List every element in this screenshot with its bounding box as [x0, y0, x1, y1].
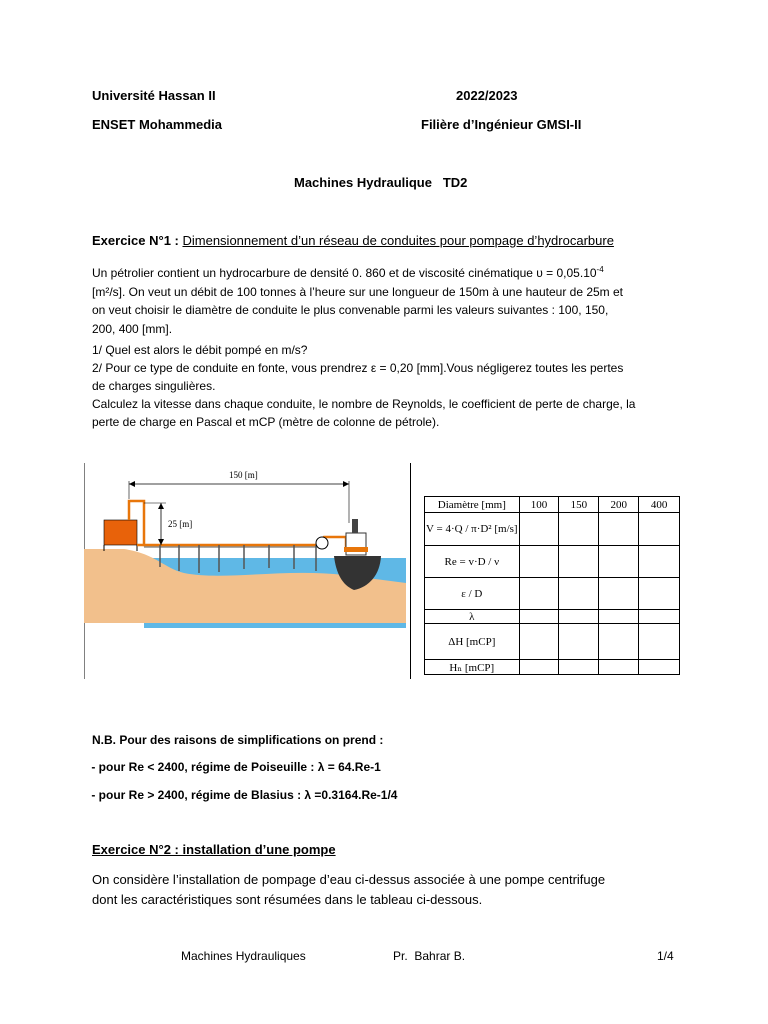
- note-blasius: - pour Re > 2400, régime de Blasius : λ =0.3164.Re-1/4: [88, 788, 398, 802]
- row-label-lambda: λ: [425, 610, 520, 624]
- program-name: Filière d’Ingénieur GMSI-II: [421, 117, 582, 132]
- table-header-row: [425, 497, 680, 513]
- pump-icon: [316, 537, 328, 549]
- question-2-line-4: perte de charge en Pascal et mCP (mètre de colonne de pétrole).: [92, 415, 440, 429]
- page-title: Machines Hydraulique TD2: [294, 175, 468, 190]
- viscosity-exponent: -4: [596, 265, 604, 274]
- pipeline-schematic: [84, 463, 406, 679]
- header-d400: 400: [639, 497, 680, 513]
- height-label: 25 [m]: [168, 519, 193, 529]
- table-row: [425, 624, 680, 660]
- exercise2-statement: [92, 870, 605, 910]
- academic-year: 2022/2023: [456, 88, 518, 103]
- footer-course: Machines Hydrauliques: [181, 949, 306, 963]
- statement-line-2: [m²/s]. On veut un débit de 100 tonnes à l’heure sur une longueur de 150m à une hauteur de 25m et: [92, 284, 624, 299]
- question-2-line-3: Calculez la vitesse dans chaque conduite, le nombre de Reynolds, le coefficient de perte de charge, la: [92, 397, 636, 411]
- table-row: [425, 546, 680, 578]
- exercise1-statement: [92, 261, 623, 338]
- note-poiseuille: - pour Re < 2400, régime de Poiseuille : λ = 64.Re-1: [88, 760, 381, 774]
- oil-tank: [104, 520, 137, 545]
- exercise1-questions: [92, 341, 635, 431]
- statement-line-4: 200, 400 [mm].: [92, 321, 173, 336]
- table-row: [425, 578, 680, 610]
- statement-line-1: Un pétrolier contient un hydrocarbure de densité 0. 860 et de viscosité cinématique υ = 0,05.10: [92, 266, 597, 280]
- length-label: 150 [m]: [229, 470, 258, 480]
- exercise1-label: Exercice N°1 :: [92, 233, 183, 248]
- exercise1-title: Dimensionnement d’un réseau de conduites pour pompage d’hydrocarbure: [182, 233, 614, 248]
- question-2-line-2: de charges singulières.: [92, 379, 216, 393]
- exercise2-heading: Exercice N°2 : installation d’une pompe: [92, 842, 336, 857]
- exercise2-line-2: dont les caractéristiques sont résumées dans le tableau ci-dessous.: [92, 892, 483, 907]
- table-row: [425, 610, 680, 624]
- note-heading: N.B. Pour des raisons de simplifications on prend :: [92, 733, 384, 747]
- row-label-reynolds: Re = v·D / ν: [425, 546, 520, 578]
- exercise2-line-1: On considère l’installation de pompage d’eau ci-dessus associée à une pompe centrifuge: [92, 872, 606, 887]
- row-label-roughness: ε / D: [425, 578, 520, 610]
- university-name: Université Hassan II: [92, 88, 216, 103]
- table-row: [425, 660, 680, 675]
- table-row: [425, 513, 680, 546]
- footer-page-number: 1/4: [657, 949, 674, 963]
- header-d150: 150: [559, 497, 599, 513]
- row-label-total-head: Hₙ [mCP]: [425, 660, 520, 675]
- header-diameter: Diamètre [mm]: [425, 497, 520, 513]
- row-label-head-loss: ΔH [mCP]: [425, 624, 520, 660]
- pipeline-schematic-svg: [84, 463, 406, 679]
- statement-line-3: on veut choisir le diamètre de conduite le plus convenable parmi les valeurs suivantes : 100, 150,: [92, 303, 609, 317]
- question-1: 1/ Quel est alors le débit pompé en m/s?: [92, 343, 308, 357]
- header-d200: 200: [599, 497, 639, 513]
- row-label-velocity: V = 4·Q / π·D² [m/s]: [425, 513, 520, 546]
- school-name: ENSET Mohammedia: [92, 117, 223, 132]
- exercise1-heading: [92, 233, 614, 248]
- question-2-line-1: 2/ Pour ce type de conduite en fonte, vous prendrez ε = 0,20 [mm].Vous négligerez toutes les pertes: [92, 361, 624, 375]
- calculation-table-figure: [410, 463, 682, 679]
- footer-author: Pr. Bahrar B.: [393, 949, 466, 963]
- header-d100: 100: [519, 497, 559, 513]
- calculation-table: [424, 496, 680, 675]
